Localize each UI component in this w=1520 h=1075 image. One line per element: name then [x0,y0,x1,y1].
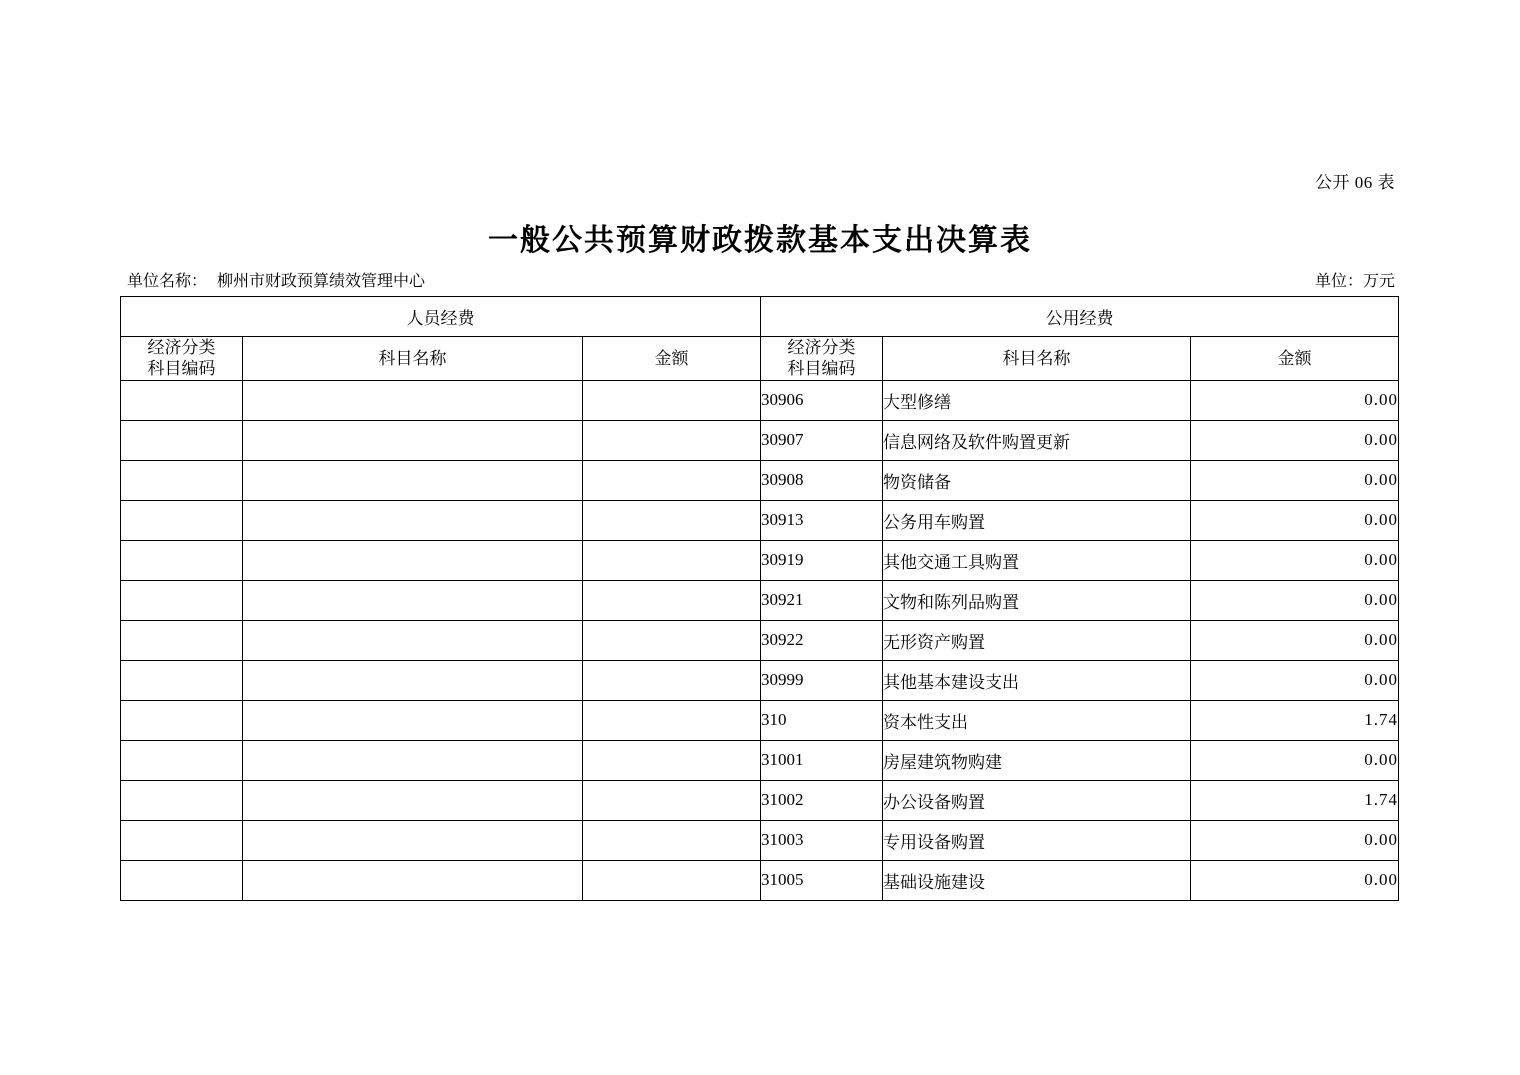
cell-public-amount: 0.00 [1191,460,1399,500]
cell-public-amount: 1.74 [1191,700,1399,740]
cell-public-name: 无形资产购置 [883,620,1191,660]
cell-personnel-amount [583,500,761,540]
cell-public-name: 物资储备 [883,460,1191,500]
cell-public-code: 30907 [761,420,883,460]
cell-personnel-name [243,780,583,820]
cell-personnel-name [243,620,583,660]
cell-personnel-amount [583,700,761,740]
cell-public-name: 其他基本建设支出 [883,660,1191,700]
table-row [121,740,1399,780]
cell-personnel-name [243,500,583,540]
page-title: 一般公共预算财政拨款基本支出决算表 [488,224,1032,257]
cell-public-name: 专用设备购置 [883,820,1191,860]
table-row [121,540,1399,580]
cell-public-code: 31002 [761,780,883,820]
cell-public-code: 30919 [761,540,883,580]
table-row [121,700,1399,740]
cell-personnel-amount [583,620,761,660]
table-row [121,580,1399,620]
column-header-public-code [761,337,883,381]
cell-personnel-name [243,700,583,740]
column-header-public-amount: 金额 [1191,337,1399,381]
cell-personnel-code [121,700,243,740]
group-header-public: 公用经费 [761,297,1399,337]
cell-personnel-code [121,460,243,500]
cell-personnel-code [121,740,243,780]
table-group-header-row [121,297,1399,337]
cell-public-code: 30922 [761,620,883,660]
cell-personnel-code [121,580,243,620]
currency-note: 单位：万元 [1314,273,1395,290]
cell-public-amount: 0.00 [1191,620,1399,660]
column-header-public-name: 科目名称 [883,337,1191,381]
cell-personnel-amount [583,780,761,820]
table-row [121,620,1399,660]
cell-personnel-amount [583,660,761,700]
cell-personnel-name [243,580,583,620]
cell-public-name: 文物和陈列品购置 [883,580,1191,620]
cell-personnel-amount [583,860,761,900]
cell-personnel-code [121,780,243,820]
column-header-public-code-line1: 经济分类 [787,338,856,357]
cell-personnel-name [243,420,583,460]
column-header-public-code-line2: 科目编码 [787,359,856,379]
cell-personnel-amount [583,420,761,460]
cell-public-amount: 0.00 [1191,860,1399,900]
cell-public-code: 30913 [761,500,883,540]
cell-public-code: 310 [761,700,883,740]
cell-public-amount: 0.00 [1191,380,1399,420]
cell-public-amount: 0.00 [1191,820,1399,860]
cell-public-amount: 0.00 [1191,420,1399,460]
table-row [121,500,1399,540]
table-row [121,780,1399,820]
cell-public-name: 资本性支出 [883,700,1191,740]
table-row [121,660,1399,700]
cell-public-amount: 0.00 [1191,540,1399,580]
table-row [121,380,1399,420]
cell-public-name: 办公设备购置 [883,780,1191,820]
cell-personnel-amount [583,580,761,620]
table-row [121,820,1399,860]
table-row [121,420,1399,460]
group-header-personnel: 人员经费 [121,297,761,337]
cell-personnel-amount [583,460,761,500]
column-header-personnel-code-line1: 经济分类 [147,338,216,357]
cell-public-code: 30999 [761,660,883,700]
table-column-header-row [121,337,1399,381]
column-header-personnel-name: 科目名称 [243,337,583,381]
cell-public-code: 31005 [761,860,883,900]
cell-public-code: 30906 [761,380,883,420]
cell-personnel-code [121,860,243,900]
cell-personnel-amount [583,820,761,860]
cell-public-amount: 0.00 [1191,740,1399,780]
cell-public-amount: 0.00 [1191,500,1399,540]
cell-personnel-name [243,460,583,500]
column-header-personnel-code [121,337,243,381]
cell-personnel-name [243,740,583,780]
cell-personnel-code [121,380,243,420]
budget-table [120,296,1399,901]
column-header-personnel-amount: 金额 [583,337,761,381]
cell-personnel-name [243,820,583,860]
cell-public-code: 30921 [761,580,883,620]
cell-public-name: 房屋建筑物购建 [883,740,1191,780]
cell-personnel-code [121,660,243,700]
unit-name-block [127,268,425,291]
cell-public-code: 30908 [761,460,883,500]
cell-personnel-amount [583,740,761,780]
cell-public-amount: 0.00 [1191,660,1399,700]
table-row [121,460,1399,500]
cell-personnel-code [121,820,243,860]
cell-public-code: 31001 [761,740,883,780]
cell-public-amount: 0.00 [1191,580,1399,620]
cell-personnel-code [121,620,243,660]
unit-name-label: 单位名称： [127,273,208,290]
cell-personnel-name [243,860,583,900]
cell-personnel-name [243,540,583,580]
cell-personnel-name [243,660,583,700]
cell-public-name: 信息网络及软件购置更新 [883,420,1191,460]
cell-public-name: 大型修缮 [883,380,1191,420]
cell-personnel-code [121,420,243,460]
cell-public-name: 其他交通工具购置 [883,540,1191,580]
cell-personnel-amount [583,380,761,420]
cell-personnel-name [243,380,583,420]
cell-personnel-code [121,500,243,540]
cell-public-amount: 1.74 [1191,780,1399,820]
cell-personnel-code [121,540,243,580]
table-row [121,860,1399,900]
cell-personnel-amount [583,540,761,580]
cell-public-name: 基础设施建设 [883,860,1191,900]
cell-public-name: 公务用车购置 [883,500,1191,540]
form-code: 公开 06 表 [1315,173,1395,192]
column-header-personnel-code-line2: 科目编码 [147,359,216,379]
unit-name-value: 柳州市财政预算绩效管理中心 [217,273,426,290]
meta-row [122,268,1398,290]
cell-public-code: 31003 [761,820,883,860]
